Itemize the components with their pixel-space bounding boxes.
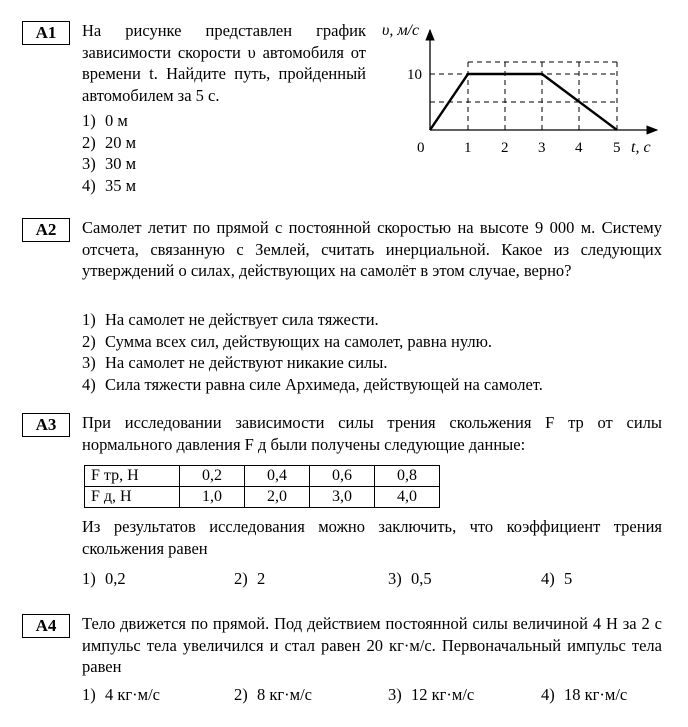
graph-grid <box>430 62 617 130</box>
x-tick-4: 4 <box>575 140 583 156</box>
y-tick-10: 10 <box>407 67 422 83</box>
table-cell: 2,0 <box>245 487 310 508</box>
options-a1 <box>82 110 136 196</box>
table-cell: 1,0 <box>180 487 245 508</box>
question-text-a2: Самолет летит по прямой с постоянной скоростью на высоте 9 000 м. Систему отсчета, связанную с Землей, считать инерциальной. Какое из следующих утверждений о силах, действующих на самолёт в этом случае, верно? <box>82 218 662 280</box>
question-label-a4: А4 <box>22 614 70 638</box>
question-conclusion-a3: Из результатов исследования можно заключить, что коэффициент трения скольжения равен <box>82 517 662 558</box>
options-a2 <box>82 309 543 395</box>
option-a3-1[interactable]: 1) 0,2 <box>82 569 126 588</box>
table-row <box>85 487 440 508</box>
y-axis-label: υ, м/с <box>382 22 420 39</box>
option-a1-1[interactable]: 1) 0 м <box>82 111 128 130</box>
table-cell: 3,0 <box>310 487 375 508</box>
table-row <box>85 466 440 487</box>
table-row-head: F д, Н <box>85 487 180 508</box>
table-cell: 0,8 <box>375 466 440 487</box>
option-a2-4[interactable]: 4) Сила тяжести равна силе Архимеда, действующей на самолет. <box>82 374 543 394</box>
x-axis-label: t, с <box>631 139 651 156</box>
option-a4-2[interactable]: 2) 8 кг·м/с <box>234 685 313 704</box>
option-a2-1[interactable]: 1) На самолет не действует сила тяжести. <box>82 310 379 329</box>
table-cell: 4,0 <box>375 487 440 508</box>
option-a3-2[interactable]: 2) 2 <box>234 569 266 588</box>
x-tick-1: 1 <box>464 140 472 156</box>
table-row-head: F тр, Н <box>85 466 180 487</box>
option-a4-1[interactable]: 1) 4 кг·м/с <box>82 685 161 704</box>
question-text-a4: Тело движется по прямой. Под действием постоянной силы величиной 4 Н за 2 с импульс тела увеличился и стал равен 20 кг·м/с. Первоначальный импульс тела равен <box>82 614 662 676</box>
x-tick-5: 5 <box>613 140 621 156</box>
option-a3-4[interactable]: 4) 5 <box>541 569 573 588</box>
velocity-time-graph <box>382 22 665 162</box>
x-tick-2: 2 <box>501 140 509 156</box>
question-text-a3: При исследовании зависимости силы трения скольжения F тр от силы нормального давления F д были получены следующие данные: <box>82 413 662 454</box>
option-a1-3[interactable]: 3) 30 м <box>82 154 137 173</box>
data-table <box>84 465 440 508</box>
option-a2-3[interactable]: 3) На самолет не действуют никакие силы. <box>82 353 388 372</box>
question-label-a3: А3 <box>22 413 70 437</box>
option-a2-2[interactable]: 2) Сумма всех сил, действующих на самолет, равна нулю. <box>82 331 493 351</box>
x-tick-0: 0 <box>417 140 425 156</box>
question-text-a1: На рисунке представлен график зависимости скорости υ автомобиля от времени t. Найдите путь, пройденный автомобилем за 5 с. <box>82 21 366 105</box>
table-cell: 0,4 <box>245 466 310 487</box>
question-label-a1: А1 <box>22 21 70 45</box>
option-a1-2[interactable]: 2) 20 м <box>82 132 137 152</box>
question-label-a2: А2 <box>22 218 70 242</box>
x-tick-3: 3 <box>538 140 546 156</box>
table-cell: 0,6 <box>310 466 375 487</box>
option-a3-3[interactable]: 3) 0,5 <box>388 569 432 588</box>
option-a4-3[interactable]: 3) 12 кг·м/с <box>388 685 475 704</box>
option-a1-4[interactable]: 4) 35 м <box>82 175 137 195</box>
option-a4-4[interactable]: 4) 18 кг·м/с <box>541 685 628 704</box>
table-cell: 0,2 <box>180 466 245 487</box>
